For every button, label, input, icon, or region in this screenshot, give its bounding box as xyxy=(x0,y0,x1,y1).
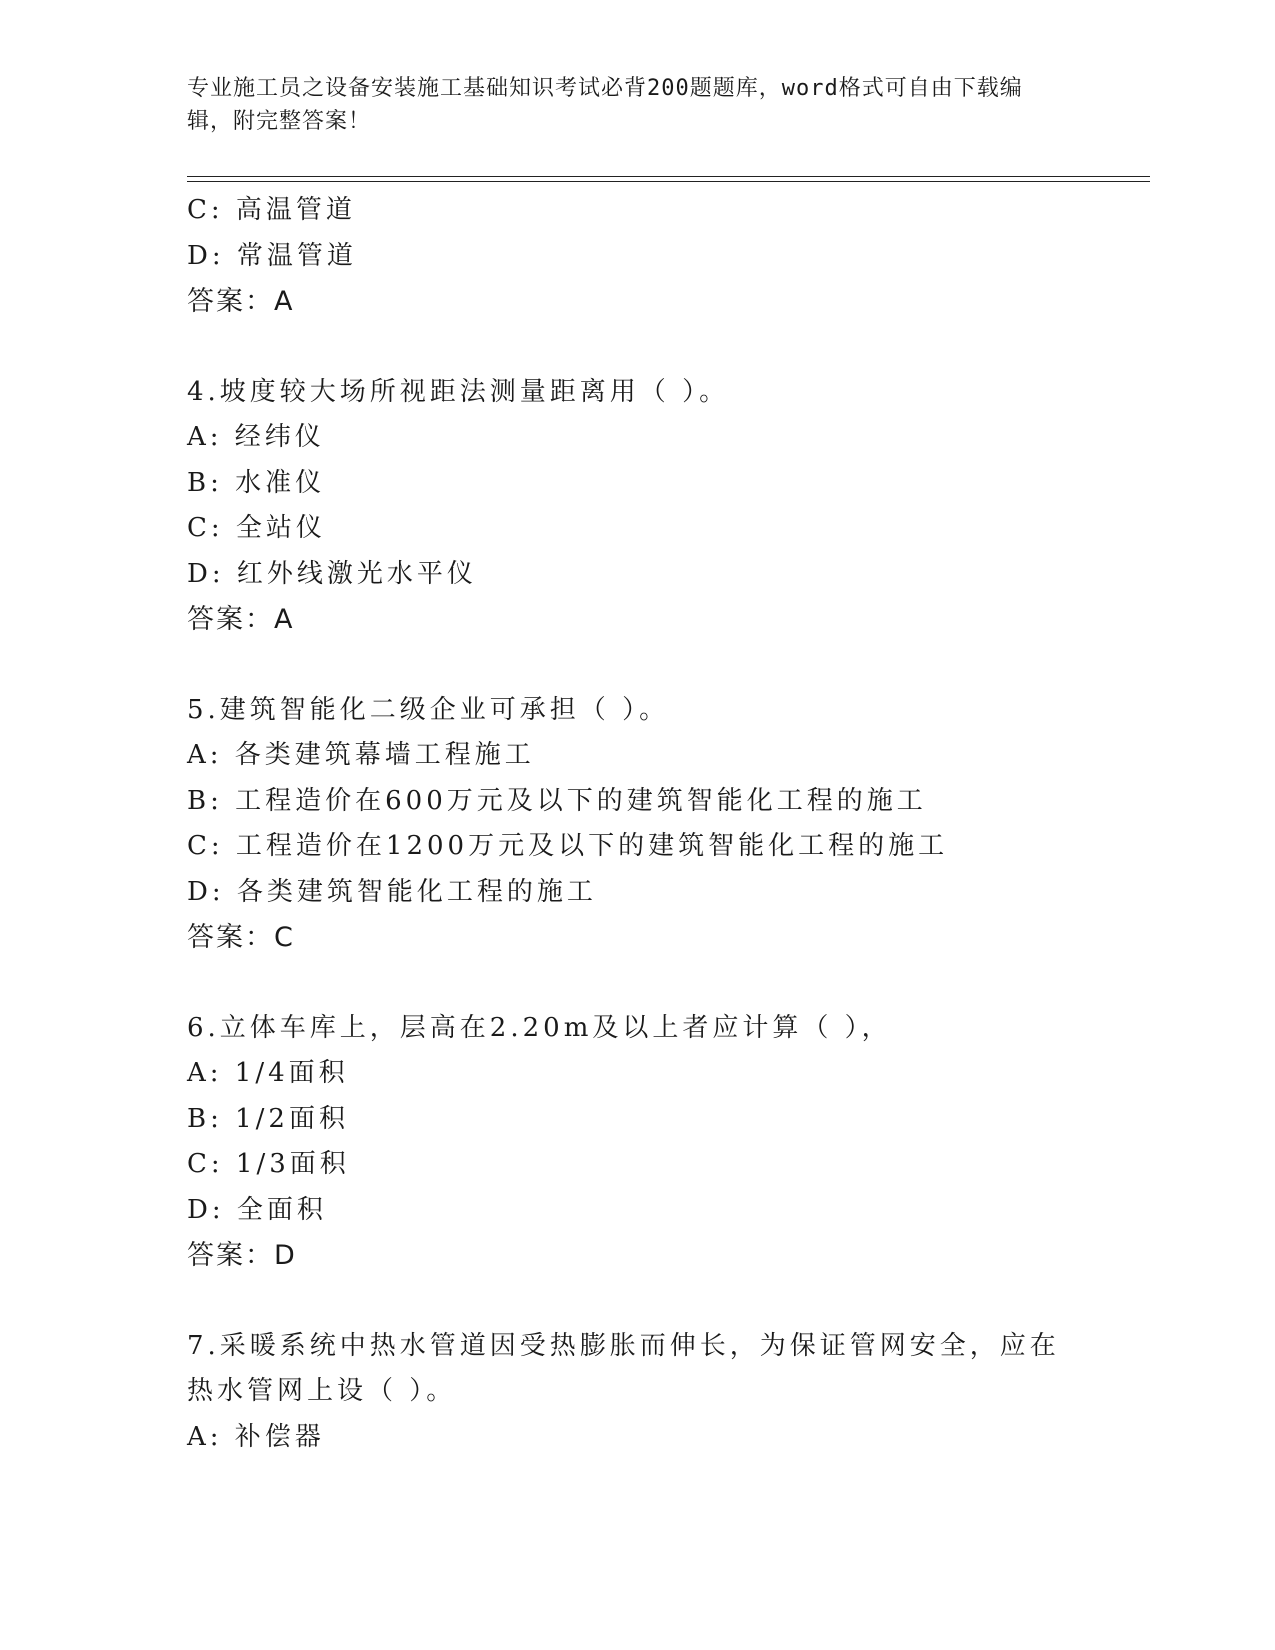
option-c: C: 全站仪 xyxy=(187,513,326,543)
option-a: A: 各类建筑幕墙工程施工 xyxy=(187,740,535,770)
answer-line: 答案：D xyxy=(187,1240,297,1271)
question-stem: 7.采暖系统中热水管道因受热膨胀而伸长，为保证管网安全，应在热水管网上设（ ）。 xyxy=(187,1330,1060,1406)
answer-line: 答案：C xyxy=(187,922,295,953)
question-stem: 5.建筑智能化二级企业可承担（ ）。 xyxy=(187,694,670,725)
answer-line: 答案：A xyxy=(187,286,295,317)
option-d: D: 全面积 xyxy=(187,1194,327,1225)
question-content xyxy=(187,188,1087,1460)
option-c: C: 工程造价在1200万元及以下的建筑智能化工程的施工 xyxy=(187,831,949,861)
option-c: C: 1/3面积 xyxy=(187,1149,350,1179)
option-b: B: 工程造价在600万元及以下的建筑智能化工程的施工 xyxy=(187,785,927,816)
option-d: D: 各类建筑智能化工程的施工 xyxy=(187,876,597,907)
option-a: A: 1/4面积 xyxy=(187,1058,349,1088)
option-d: D: 红外线激光水平仪 xyxy=(187,558,477,589)
option-a: A: 补偿器 xyxy=(187,1421,325,1452)
question-stem: 6.立体车库上，层高在2.20m及以上者应计算（ ）， xyxy=(187,1012,892,1043)
option-b: B: 水准仪 xyxy=(187,467,326,498)
question-stem: 4.坡度较大场所视距法测量距离用（ ）。 xyxy=(187,376,730,407)
answer-line: 答案：A xyxy=(187,604,295,635)
option-d: D: 常温管道 xyxy=(187,240,357,271)
header-rule-bottom xyxy=(187,181,1150,182)
header-rule-top xyxy=(187,176,1150,177)
document-header: 专业施工员之设备安装施工基础知识考试必背200题题库，word格式可自由下载编辑，附完整答案！ xyxy=(187,76,1023,134)
option-c: C: 高温管道 xyxy=(187,195,356,225)
option-a: A: 经纬仪 xyxy=(187,422,325,452)
option-b: B: 1/2面积 xyxy=(187,1103,349,1134)
